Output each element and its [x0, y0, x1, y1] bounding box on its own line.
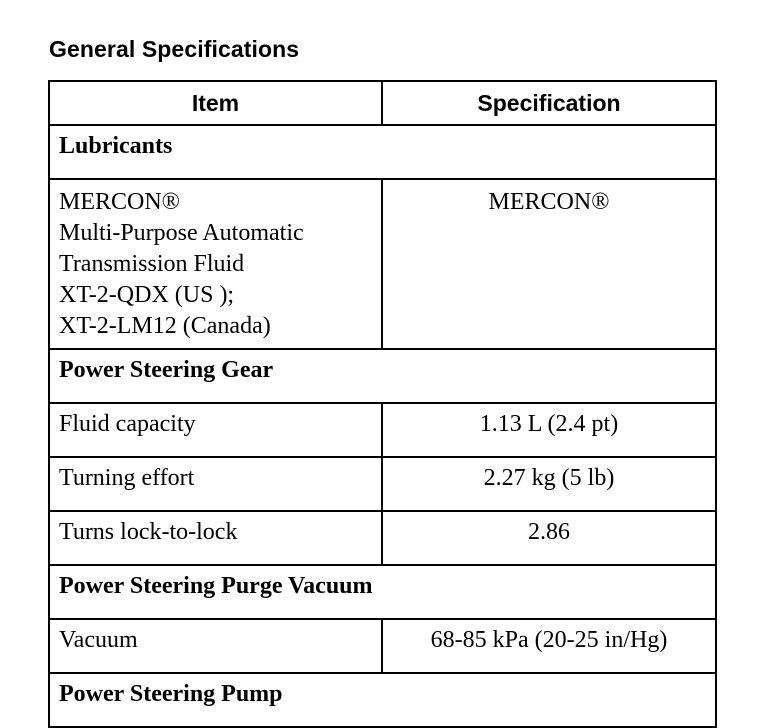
- item-line: MERCON®: [59, 189, 180, 215]
- item-cell: Fluid capacity: [49, 403, 382, 457]
- item-line: Transmission Fluid: [59, 251, 245, 277]
- table-row: [49, 619, 716, 673]
- spec-cell: 1.13 L (2.4 pt): [382, 403, 716, 457]
- column-header-specification: Specification: [382, 81, 716, 125]
- item-cell: Turns lock-to-lock: [49, 511, 382, 565]
- section-row-lubricants: [49, 125, 716, 179]
- spec-cell: 2.27 kg (5 lb): [382, 457, 716, 511]
- item-line: XT-2-LM12 (Canada): [59, 313, 271, 339]
- table-row: [49, 511, 716, 565]
- table-row: [49, 403, 716, 457]
- table-header-row: [49, 81, 716, 125]
- item-line: XT-2-QDX (US );: [59, 282, 235, 308]
- table-row: [49, 457, 716, 511]
- table-row: [49, 179, 716, 349]
- spec-cell: MERCON®: [382, 179, 716, 349]
- item-cell: Vacuum: [49, 619, 382, 673]
- item-cell: [49, 179, 382, 349]
- item-cell: Turning effort: [49, 457, 382, 511]
- item-line: Multi-Purpose Automatic: [59, 220, 304, 246]
- specifications-table: [48, 80, 717, 728]
- section-label: Power Steering Gear: [49, 349, 716, 403]
- spec-cell: 68-85 kPa (20-25 in/Hg): [382, 619, 716, 673]
- section-label: Lubricants: [49, 125, 716, 179]
- section-row-power-steering-pump: [49, 673, 716, 727]
- section-label: Power Steering Purge Vacuum: [49, 565, 716, 619]
- section-label: Power Steering Pump: [49, 673, 716, 727]
- section-row-power-steering-purge-vacuum: [49, 565, 716, 619]
- section-row-power-steering-gear: [49, 349, 716, 403]
- page-title: General Specifications: [49, 36, 300, 62]
- spec-cell: 2.86: [382, 511, 716, 565]
- column-header-item: Item: [49, 81, 382, 125]
